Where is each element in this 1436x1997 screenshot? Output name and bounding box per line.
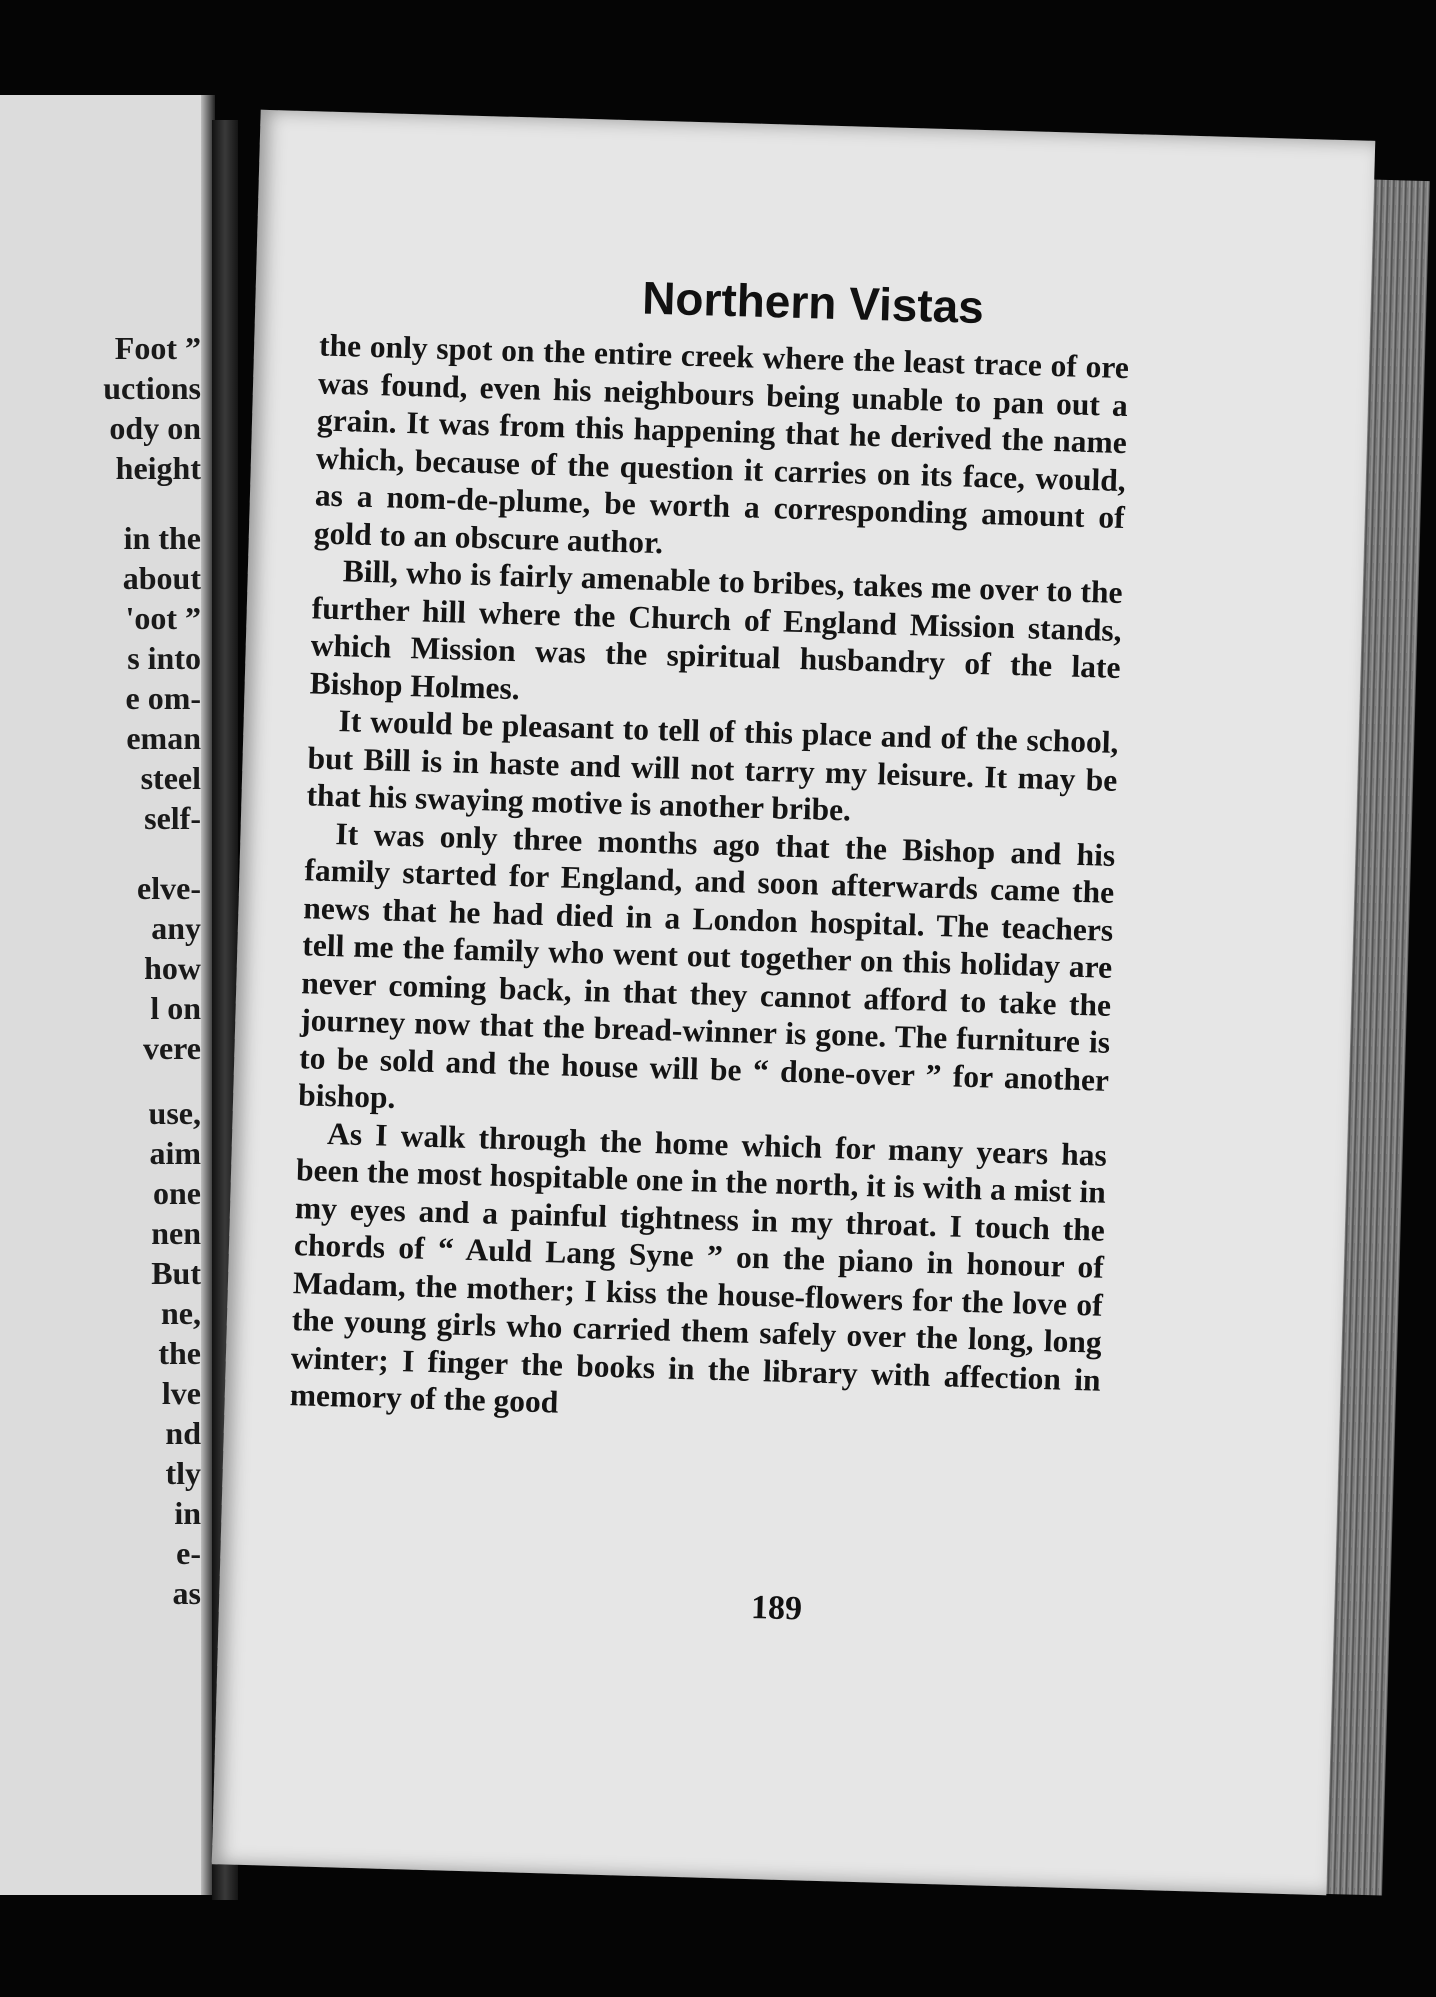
body-text bbox=[289, 327, 1129, 1437]
paragraph: It was only three months ago that the Bishop and his family started for England, and soon afterwards came the news that he had died in a London hospital. The teachers tell me the family who went out together on this holiday are never coming back, in that they cannot afford to take the journey now that the bread-winner is gone. The furniture is to be sold and the house will be “ done-over ” for another bishop. bbox=[297, 815, 1116, 1115]
left-page-fragment: Foot ” bbox=[114, 330, 201, 366]
running-head: Northern Vistas bbox=[641, 271, 985, 334]
left-page-fragment: elve- bbox=[137, 870, 201, 906]
left-page-fragment: any bbox=[151, 910, 201, 946]
left-page-fragment: in bbox=[174, 1495, 201, 1531]
left-page-fragment: as bbox=[172, 1575, 201, 1611]
left-page-fragment: aim bbox=[149, 1135, 201, 1171]
paragraph: the only spot on the entire creek where the least trace of ore was found, even his neighbours being unable to pan out a grain. It was from this happening that he derived the name which, because of the question it carries on its face, would, as a nom-de-plume, be worth a corresponding amount of gold to an obscure author. bbox=[313, 327, 1130, 560]
left-page-fragment: use, bbox=[148, 1095, 201, 1131]
left-page-fragment: nd bbox=[165, 1415, 201, 1451]
left-page-fragment: l on bbox=[150, 990, 201, 1026]
left-page-fragment: 'oot ” bbox=[125, 600, 201, 636]
left-page-fragment: eman bbox=[126, 720, 201, 756]
paragraph: Bill, who is fairly amenable to bribes, takes me over to the further hill where the Church of England Mission stands, which Mission was the spiritual husbandry of the late Bishop Holmes. bbox=[309, 553, 1124, 706]
left-page-fragment: uctions bbox=[103, 370, 201, 406]
left-page-fragment: steel bbox=[140, 760, 201, 796]
left-page-fragment: about bbox=[122, 560, 201, 596]
left-page-fragment: s into bbox=[127, 640, 201, 676]
page-number: 189 bbox=[750, 1589, 803, 1628]
left-page-fragment: e- bbox=[176, 1535, 201, 1571]
paragraph: As I walk through the home which for many years has been the most hospitable one in the north, it is with a mist in my eyes and a painful tightness in my throat. I touch the chords of “ Auld Lang Syne ” on the piano in honour of Madam, the mother; I kiss the house-flowers for the love of the young girls who carried them safely over the long, long winter; I finger the books in the library with affection in memory of the good bbox=[289, 1115, 1108, 1420]
left-page-fragment: height bbox=[115, 450, 201, 486]
left-page-fragment: one bbox=[153, 1175, 201, 1211]
left-page-fragment: ne, bbox=[161, 1295, 201, 1331]
left-page-fragment: ody on bbox=[109, 410, 201, 446]
left-page-fragment: e om- bbox=[125, 680, 201, 716]
left-page-fragment: But bbox=[151, 1255, 201, 1291]
left-page-fragment: tly bbox=[165, 1455, 201, 1491]
left-page-fragment: lve bbox=[161, 1375, 201, 1411]
left-page-fragment: in the bbox=[123, 520, 201, 556]
facing-page-left bbox=[0, 95, 215, 1895]
paragraph: It would be pleasant to tell of this place and of the school, but Bill is in haste and will not tarry my leisure. It may be that his swaying motive is another bribe. bbox=[306, 703, 1119, 828]
left-page-fragment: self- bbox=[144, 800, 201, 836]
left-page-fragment: vere bbox=[142, 1030, 201, 1066]
book-page bbox=[212, 110, 1376, 1895]
left-page-fragment: nen bbox=[151, 1215, 201, 1251]
left-page-fragment: how bbox=[144, 950, 201, 986]
left-page-fragment: the bbox=[158, 1335, 201, 1371]
